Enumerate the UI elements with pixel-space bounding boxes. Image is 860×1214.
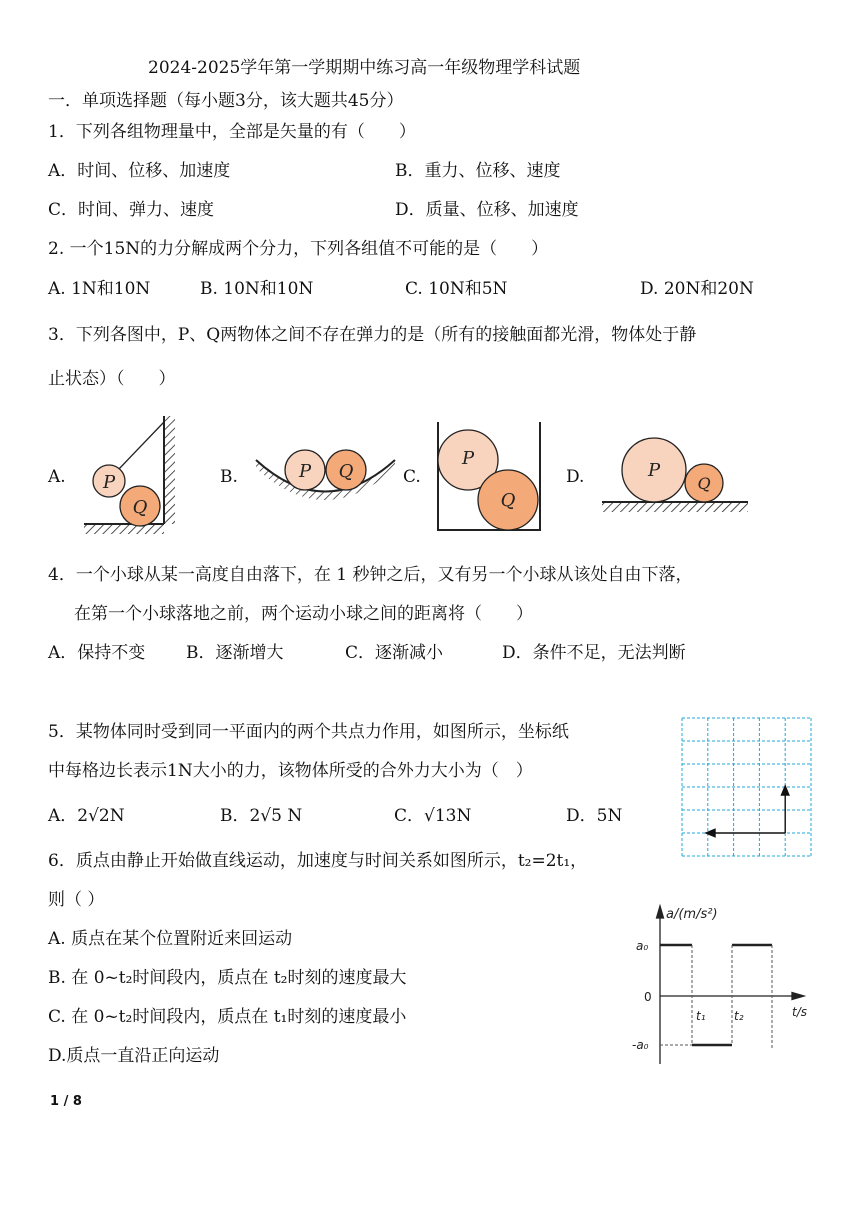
q3-stem-line1: 3．下列各图中，P、Q两物体之间不存在弹力的是（所有的接触面都光滑，物体处于静 [48,325,697,345]
q3-option-b-label: B. [220,467,238,487]
svg-text:P: P [298,461,312,482]
t2-label: t₂ [734,1009,744,1023]
a0-label: a₀ [636,939,649,953]
q2-option-d: D. 20N和20N [640,279,754,299]
q4-option-c: C．逐渐减小 [345,643,444,663]
q1-option-d: D．质量、位移、加速度 [395,200,579,220]
q2-option-c: C. 10N和5N [405,279,508,299]
origin-label: 0 [644,990,652,1004]
svg-text:P: P [647,460,661,481]
q6-option-a: A. 质点在某个位置附近来回运动 [48,929,293,949]
q3-figure-c [434,418,546,536]
svg-text:Q: Q [500,490,516,511]
q6-option-b: B. 在 0~t₂时间段内，质点在 t₂时刻的速度最大 [48,968,407,988]
q4-option-d: D．条件不足，无法判断 [502,643,686,663]
q5-option-d: D．5N [566,806,623,826]
section-heading: 一．单项选择题（每小题3分，该大题共45分） [48,91,404,111]
q5-stem-line1: 5．某物体同时受到同一平面内的两个共点力作用，如图所示，坐标纸 [48,722,569,742]
q3-option-c-label: C. [403,467,421,487]
q5-stem-line2: 中每格边长表示1N大小的力，该物体所受的合外力大小为（ ） [48,761,533,781]
svg-text:P: P [461,448,475,469]
neg-a0-label: -a₀ [632,1038,649,1052]
page-title: 2024-2025学年第一学期期中练习高一年级物理学科试题 [148,58,581,78]
q4-option-a: A．保持不变 [48,643,146,663]
y-axis-label: a/(m/s²) [666,907,718,922]
q4-stem-line2: 在第一个小球落地之前，两个运动小球之间的距离将（ ） [74,604,533,624]
q4-option-b: B．逐渐增大 [186,643,284,663]
x-axis-label: t/s [792,1005,807,1019]
q2-option-b: B. 10N和10N [200,279,314,299]
page-number: 1 / 8 [50,1094,82,1109]
q6-stem-line2: 则（ ） [48,890,105,910]
q3-figure-a [80,412,180,542]
q4-stem-line1: 4．一个小球从某一高度自由落下，在 1 秒钟之后，又有另一个小球从该处自由下落， [48,565,693,585]
svg-text:Q: Q [697,474,711,493]
q5-option-c: C．√13N [394,806,472,826]
y-axis-arrow-icon [657,906,664,918]
t1-label: t₁ [696,1009,706,1023]
q6-stem-line1: 6．质点由静止开始做直线运动，加速度与时间关系如图所示，t₂=2t₁， [48,851,588,871]
q6-acceleration-graph [624,898,824,1070]
svg-text:P: P [102,472,116,493]
q6-option-d: D.质点一直沿正向运动 [48,1046,220,1066]
q6-option-c: C. 在 0~t₂时间段内，质点在 t₁时刻的速度最小 [48,1007,407,1027]
q2-stem: 2. 一个15N的力分解成两个分力，下列各组值不可能的是（ ） [48,239,549,259]
q3-option-d-label: D. [566,467,585,487]
q3-stem-line2: 止状态）（ ） [48,369,176,389]
q3-option-a-label: A. [48,467,66,487]
q1-stem: 1．下列各组物理量中，全部是矢量的有（ ） [48,122,416,142]
q2-option-a: A. 1N和10N [48,279,151,299]
x-axis-arrow-icon [792,993,804,1000]
q5-option-b: B．2√5 N [220,806,303,826]
q1-option-b: B．重力、位移、速度 [395,161,561,181]
svg-text:Q: Q [132,497,148,518]
q5-option-a: A．2√2N [48,806,125,826]
q3-figure-d [598,432,753,514]
q5-force-grid [680,716,814,858]
svg-text:Q: Q [338,461,354,482]
q1-option-a: A．时间、位移、加速度 [48,161,231,181]
q1-option-c: C．时间、弹力、速度 [48,200,215,220]
q3-figure-b [250,438,400,508]
